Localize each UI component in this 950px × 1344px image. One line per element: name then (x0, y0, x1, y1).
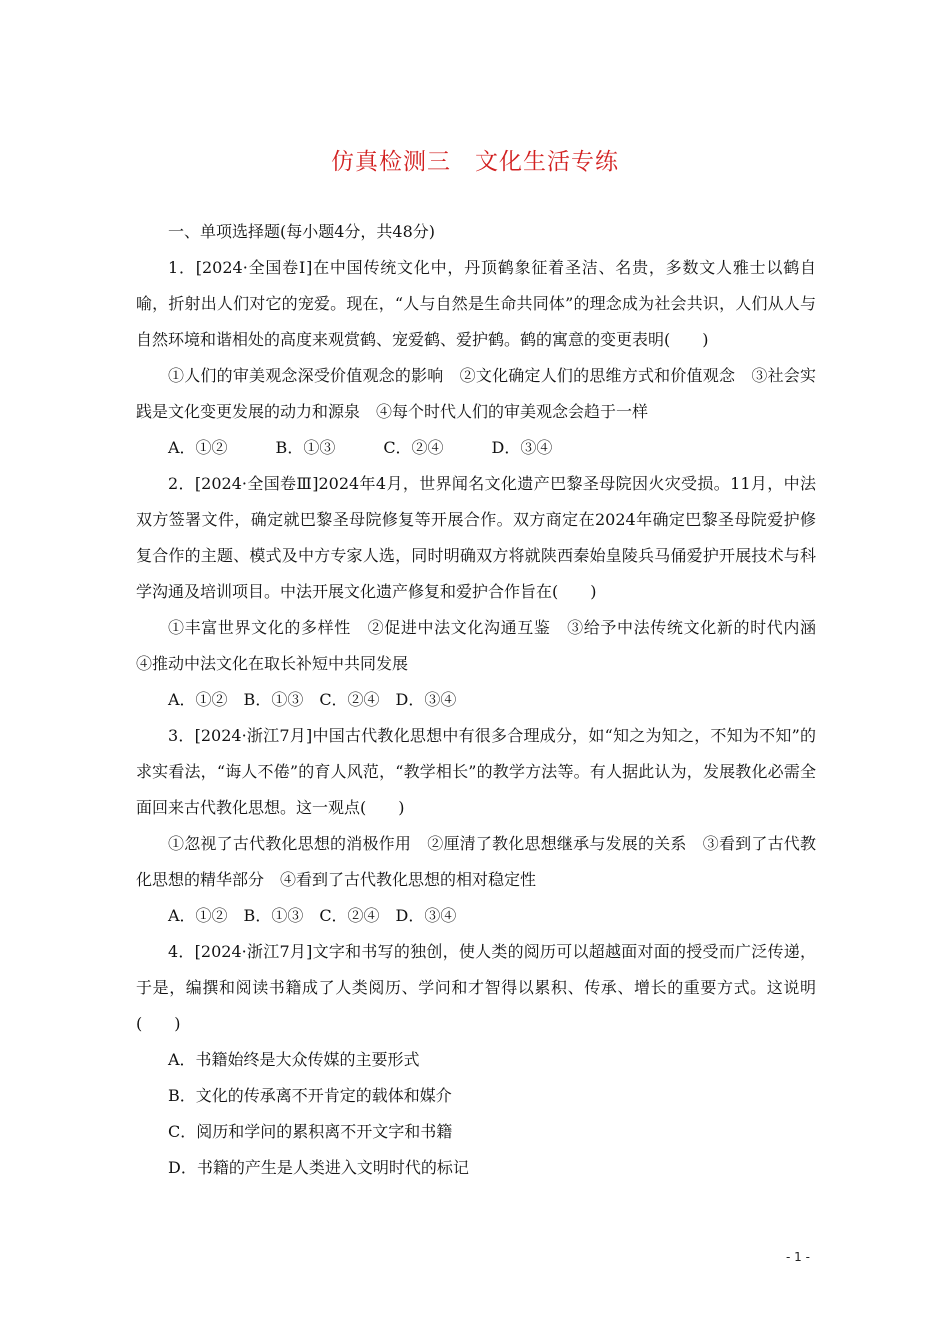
question-4-option-d: D．书籍的产生是人类进入文明时代的标记 (168, 1158, 469, 1177)
question-4-option-a: A．书籍始终是大众传媒的主要形式 (168, 1050, 420, 1069)
page-number: - 1 - (786, 1250, 810, 1264)
question-2-statements: ①丰富世界文化的多样性 ②促进中法文化沟通互鉴 ③给予中法传统文化新的时代内涵 ④推动中法文化在取长补短中共同发展 (136, 618, 833, 673)
question-4-option-b: B．文化的传承离不开肯定的载体和媒介 (168, 1086, 452, 1105)
question-4-option-c: C．阅历和学问的累积离不开文字和书籍 (168, 1122, 453, 1141)
question-3-stem: 3．[2024·浙江7月]中国古代教化思想中有很多合理成分，如“知之为知之，不知为不知”的求实看法，“诲人不倦”的育人风范，“教学相长”的教学方法等。有人据此认为，发展教化必需全面回来古代教化思想。这一观点( ) (136, 726, 816, 817)
document-body (136, 214, 833, 1186)
question-1-stem: 1．[2024·全国卷Ⅰ]在中国传统文化中，丹顶鹤象征着圣洁、名贵，多数文人雅士以鹤自喻，折射出人们对它的宠爱。现在，“人与自然是生命共同体”的理念成为社会共识，人们从人与自然环境和谐相处的高度来观赏鹤、宠爱鹤、爱护鹤。鹤的寓意的变更表明( ) (136, 258, 816, 349)
question-3-statements: ①忽视了古代教化思想的消极作用 ②厘清了教化思想继承与发展的关系 ③看到了古代教化思想的精华部分 ④看到了古代教化思想的相对稳定性 (136, 834, 816, 889)
question-4-stem: 4．[2024·浙江7月]文字和书写的独创，使人类的阅历可以超越面对面的授受而广泛传递，于是，编撰和阅读书籍成了人类阅历、学问和才智得以累积、传承、增长的重要方式。这说明( ) (136, 942, 816, 1033)
section-heading: 一、单项选择题(每小题4分，共48分) (168, 222, 436, 241)
question-3-choices: A．①② B．①③ C．②④ D．③④ (168, 906, 457, 925)
document-title: 仿真检测三 文化生活专练 (331, 149, 619, 175)
question-2-choices: A．①② B．①③ C．②④ D．③④ (168, 690, 457, 709)
question-1-statements: ①人们的审美观念深受价值观念的影响 ②文化确定人们的思维方式和价值观念 ③社会实践是文化变更发展的动力和源泉 ④每个时代人们的审美观念会趋于一样 (136, 366, 816, 421)
question-1-choices: A．①② B．①③ C．②④ D．③④ (168, 438, 553, 457)
question-2-stem: 2．[2024·全国卷Ⅲ]2024年4月，世界闻名文化遗产巴黎圣母院因火灾受损。11月，中法双方签署文件，确定就巴黎圣母院修复等开展合作。双方商定在2024年确定巴黎圣母院爱护修复合作的主题、模式及中方专家人选，同时明确双方将就陕西秦始皇陵兵马俑爱护开展技术与科学沟通及培训项目。中法开展文化遗产修复和爱护合作旨在( ) (136, 474, 816, 601)
